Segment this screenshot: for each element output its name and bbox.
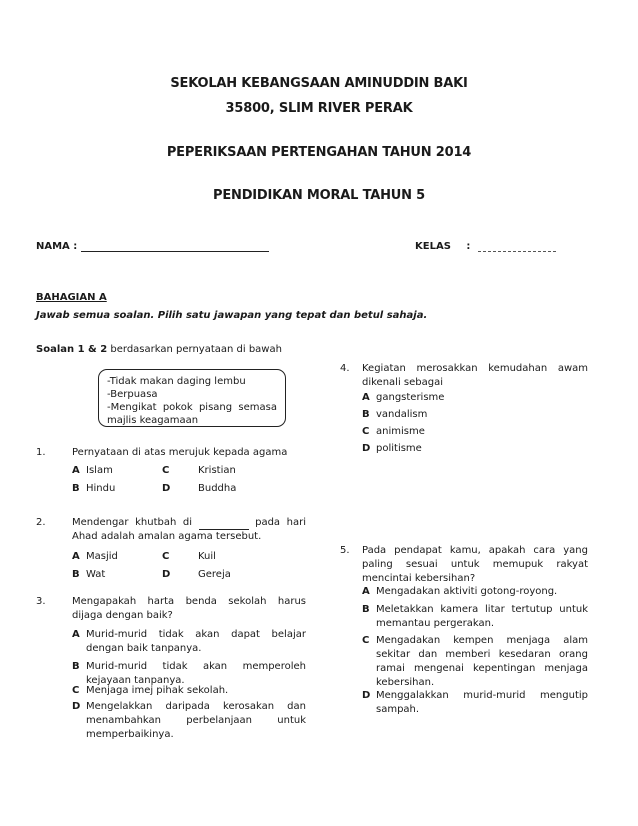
option-5d[interactable] <box>362 689 588 717</box>
option-text: Mengadakan kempen menjaga alam sekitar dan memberi kesedaran orang ramai mengenai kepentingan menjaga kebersihan. <box>376 635 588 688</box>
option-4b[interactable] <box>362 408 427 422</box>
option-2c[interactable] <box>162 550 216 564</box>
question-3 <box>36 595 306 625</box>
answer-blank[interactable] <box>199 520 249 530</box>
option-text: Mengelakkan daripada kerosakan dan menambahkan perbelanjaan untuk memperbaikinya. <box>86 701 306 740</box>
question-text: Mengapakah harta benda sekolah harus dijaga dengan baik? <box>72 596 306 621</box>
option-text: Menjaga imej pihak sekolah. <box>86 685 229 696</box>
option-letter: B <box>72 569 80 580</box>
option-2d[interactable] <box>162 568 231 582</box>
option-text: politisme <box>376 443 422 454</box>
option-text: Mengadakan aktiviti gotong-royong. <box>376 586 558 597</box>
questions-intro <box>36 344 282 355</box>
option-letter: C <box>162 551 170 562</box>
option-letter: B <box>72 483 80 494</box>
option-text: Gereja <box>198 569 231 580</box>
question-4 <box>340 362 588 392</box>
question-number: 3. <box>36 596 46 607</box>
option-text: Kristian <box>198 465 236 476</box>
question-text: Pada pendapat kamu, apakah cara yang paling sesuai untuk memupuk rakyat mencintai kebersihan? <box>362 545 588 584</box>
option-2a[interactable] <box>72 550 118 564</box>
question-number: 5. <box>340 545 350 556</box>
question-number: 2. <box>36 517 46 528</box>
option-text: animisme <box>376 426 425 437</box>
option-letter: C <box>362 635 370 646</box>
option-5a[interactable] <box>362 585 588 599</box>
question-5 <box>340 544 588 588</box>
option-letter: B <box>362 409 370 420</box>
option-text: vandalism <box>376 409 428 420</box>
option-1c[interactable] <box>162 464 236 478</box>
option-text: Meletakkan kamera litar tertutup untuk memantau pergerakan. <box>376 604 588 629</box>
option-letter: C <box>362 426 370 437</box>
option-letter: A <box>362 586 370 597</box>
option-2b[interactable] <box>72 568 105 582</box>
section-instruction: Jawab semua soalan. Pilih satu jawapan yang tepat dan betul sahaja. <box>36 310 428 321</box>
option-letter: D <box>162 483 171 494</box>
option-letter: D <box>162 569 171 580</box>
option-letter: D <box>362 690 371 701</box>
question-text <box>72 516 306 544</box>
option-1a[interactable] <box>72 464 113 478</box>
question-text-part: pada hari <box>255 517 306 528</box>
question-2 <box>36 516 306 546</box>
question-number: 1. <box>36 447 46 458</box>
statement-item: -Mengikat pokok pisang semasa majlis keagamaan <box>107 402 277 426</box>
question-text-part: Ahad adalah amalan agama tersebut. <box>72 531 262 542</box>
option-text: Murid-murid tidak akan dapat belajar dengan baik tanpanya. <box>86 629 306 654</box>
option-1d[interactable] <box>162 482 236 496</box>
statement-item: -Berpuasa <box>107 389 158 400</box>
option-text: Kuil <box>198 551 216 562</box>
option-3c[interactable] <box>72 684 306 698</box>
option-letter: D <box>72 701 81 712</box>
kelas-blank-line[interactable] <box>478 240 556 252</box>
question-text: Kegiatan merosakkan kemudahan awam dikenali sebagai <box>362 363 588 388</box>
option-letter: A <box>72 551 80 562</box>
statement-item: -Tidak makan daging lembu <box>107 376 246 387</box>
option-text: Islam <box>86 465 113 476</box>
option-letter: C <box>72 685 80 696</box>
kelas-label: KELAS <box>415 241 451 252</box>
kelas-colon: : <box>466 241 471 252</box>
option-letter: B <box>362 604 370 615</box>
option-5c[interactable] <box>362 634 588 690</box>
option-3a[interactable] <box>72 628 306 656</box>
kelas-field <box>415 240 556 252</box>
option-4d[interactable] <box>362 442 422 456</box>
option-text: Hindu <box>86 483 116 494</box>
option-4a[interactable] <box>362 391 444 405</box>
intro-rest: berdasarkan pernyataan di bawah <box>107 344 282 355</box>
option-4c[interactable] <box>362 425 425 439</box>
statement-box <box>98 369 286 427</box>
option-letter: D <box>362 443 371 454</box>
option-1b[interactable] <box>72 482 115 496</box>
nama-blank-line[interactable] <box>81 240 269 252</box>
option-text: Masjid <box>86 551 118 562</box>
option-text: Menggalakkan murid-murid mengutip sampah. <box>376 690 588 715</box>
question-number: 4. <box>340 363 350 374</box>
option-letter: C <box>162 465 170 476</box>
option-text: Murid-murid tidak akan memperoleh kejayaan tanpanya. <box>86 661 306 686</box>
school-name: SEKOLAH KEBANGSAAN AMINUDDIN BAKI <box>170 76 468 91</box>
option-letter: A <box>362 392 370 403</box>
option-text: Wat <box>86 569 106 580</box>
intro-bold: Soalan 1 & 2 <box>36 344 108 355</box>
option-5b[interactable] <box>362 603 588 631</box>
option-letter: B <box>72 661 80 672</box>
subject-title: PENDIDIKAN MORAL TAHUN 5 <box>213 188 425 203</box>
option-text: Buddha <box>198 483 237 494</box>
question-text: Pernyataan di atas merujuk kepada agama <box>72 447 288 458</box>
question-text-part: Mendengar khutbah di <box>72 517 192 528</box>
section-title: BAHAGIAN A <box>36 292 107 303</box>
option-letter: A <box>72 465 80 476</box>
question-line-1 <box>72 516 306 530</box>
nama-label: NAMA : <box>36 241 78 252</box>
exam-title: PEPERIKSAAN PERTENGAHAN TAHUN 2014 <box>166 145 472 160</box>
option-text: gangsterisme <box>376 392 445 403</box>
option-letter: A <box>72 629 80 640</box>
school-address: 35800, SLIM RIVER PERAK <box>225 101 413 116</box>
option-3d[interactable] <box>72 700 306 742</box>
nama-field <box>36 240 269 252</box>
